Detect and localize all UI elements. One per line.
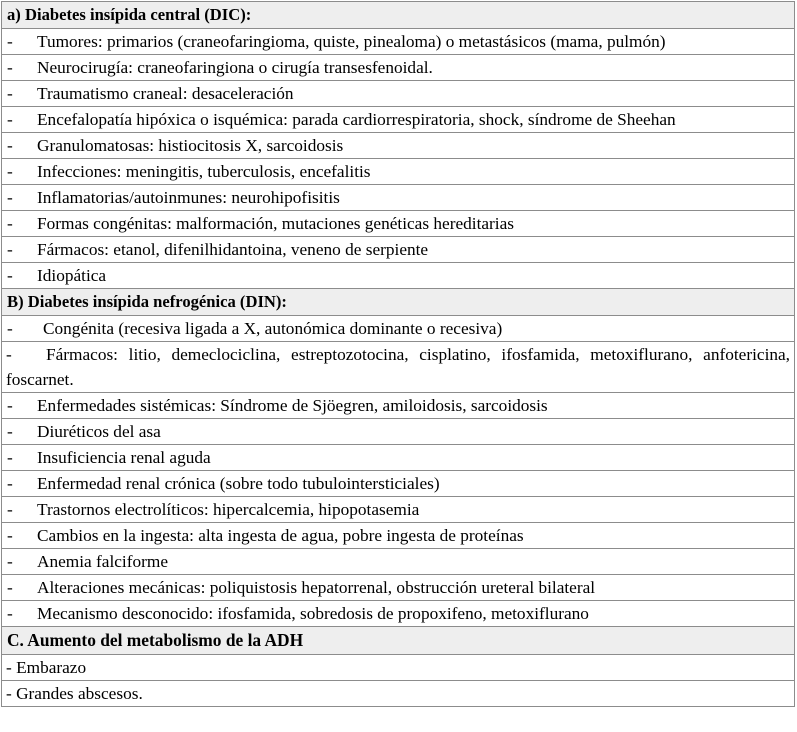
list-item: Infecciones: meningitis, tuberculosis, encefalitis: [37, 162, 371, 181]
table-row: [2, 393, 795, 419]
list-item: Trastornos electrolíticos: hipercalcemia, hipopotasemia: [37, 500, 420, 519]
list-item: Neurocirugía: craneofaringiona o cirugía transesfenoidal.: [37, 58, 433, 77]
list-item: Mecanismo desconocido: ifosfamida, sobredosis de propoxifeno, metoxiflurano: [37, 604, 589, 623]
list-item: Cambios en la ingesta: alta ingesta de agua, pobre ingesta de proteínas: [37, 526, 524, 545]
list-item: - Grandes abscesos.: [2, 681, 795, 707]
bullet-dash: -: [7, 604, 13, 623]
list-item: Fármacos: litio, demeclociclina, estreptozotocina, cisplatino, ifosfamida, metoxiflurano, anfotericina, foscarnet.: [6, 345, 790, 389]
bullet-dash: -: [7, 578, 13, 597]
bullet-dash: -: [7, 500, 13, 519]
bullet-dash: -: [7, 422, 13, 441]
bullet-dash: -: [7, 214, 13, 233]
table-row: [2, 419, 795, 445]
table-row: [2, 681, 795, 707]
list-item: Idiopática: [37, 266, 107, 285]
table-row: [2, 81, 795, 107]
causes-table: [1, 1, 795, 707]
bullet-dash: -: [7, 136, 13, 155]
bullet-dash: -: [7, 162, 13, 181]
list-item: Inflamatorias/autoinmunes: neurohipofisitis: [37, 188, 340, 207]
bullet-dash: -: [7, 32, 13, 51]
table-row: [2, 237, 795, 263]
bullet-dash: -: [7, 110, 13, 129]
table-row: [2, 55, 795, 81]
table-row: [2, 263, 795, 289]
table-row: [2, 107, 795, 133]
bullet-dash: -: [7, 319, 13, 338]
list-item: Encefalopatía hipóxica o isquémica: parada cardiorrespiratoria, shock, síndrome de Sheehan: [37, 110, 676, 129]
list-item: Enfermedades sistémicas: Síndrome de Sjöegren, amiloidosis, sarcoidosis: [37, 396, 548, 415]
table-row: [2, 316, 795, 342]
section-a-title: a) Diabetes insípida central (DIC):: [2, 2, 795, 29]
section-a-header-row: [2, 2, 795, 29]
list-item: Insuficiencia renal aguda: [37, 448, 211, 467]
bullet-dash: -: [7, 58, 13, 77]
list-item: Anemia falciforme: [37, 552, 168, 571]
bullet-dash: -: [7, 188, 13, 207]
table-row: [2, 185, 795, 211]
table-row: [2, 133, 795, 159]
table-row: [2, 211, 795, 237]
list-item: Diuréticos del asa: [37, 422, 161, 441]
table-row: [2, 549, 795, 575]
list-item: Congénita (recesiva ligada a X, autonómica dominante o recesiva): [43, 319, 503, 338]
list-item: Tumores: primarios (craneofaringioma, quiste, pinealoma) o metastásicos (mama, pulmón): [37, 32, 666, 51]
bullet-dash: -: [7, 526, 13, 545]
list-item: Enfermedad renal crónica (sobre todo tubulointersticiales): [37, 474, 440, 493]
bullet-dash: -: [7, 266, 13, 285]
table-row: [2, 471, 795, 497]
table-row: [2, 342, 795, 393]
list-item: Fármacos: etanol, difenilhidantoina, veneno de serpiente: [37, 240, 429, 259]
table-row: [2, 523, 795, 549]
bullet-dash: -: [7, 240, 13, 259]
table-row: [2, 601, 795, 627]
table-row: [2, 497, 795, 523]
table-row: [2, 655, 795, 681]
list-item: - Embarazo: [2, 655, 795, 681]
table-row: [2, 159, 795, 185]
section-c-title: C. Aumento del metabolismo de la ADH: [2, 627, 795, 655]
list-item: Granulomatosas: histiocitosis X, sarcoidosis: [37, 136, 344, 155]
table-row: [2, 445, 795, 471]
section-c-header-row: [2, 627, 795, 655]
list-item: Alteraciones mecánicas: poliquistosis hepatorrenal, obstrucción ureteral bilateral: [37, 578, 596, 597]
bullet-dash: -: [7, 84, 13, 103]
bullet-dash: -: [7, 396, 13, 415]
list-item: Formas congénitas: malformación, mutaciones genéticas hereditarias: [37, 214, 514, 233]
bullet-dash: -: [7, 552, 13, 571]
table-row: [2, 575, 795, 601]
section-b-header-row: [2, 289, 795, 316]
bullet-dash: -: [6, 345, 12, 364]
bullet-dash: -: [7, 474, 13, 493]
table-row: [2, 29, 795, 55]
list-item: Traumatismo craneal: desaceleración: [37, 84, 294, 103]
bullet-dash: -: [7, 448, 13, 467]
section-b-title: B) Diabetes insípida nefrogénica (DIN):: [2, 289, 795, 316]
